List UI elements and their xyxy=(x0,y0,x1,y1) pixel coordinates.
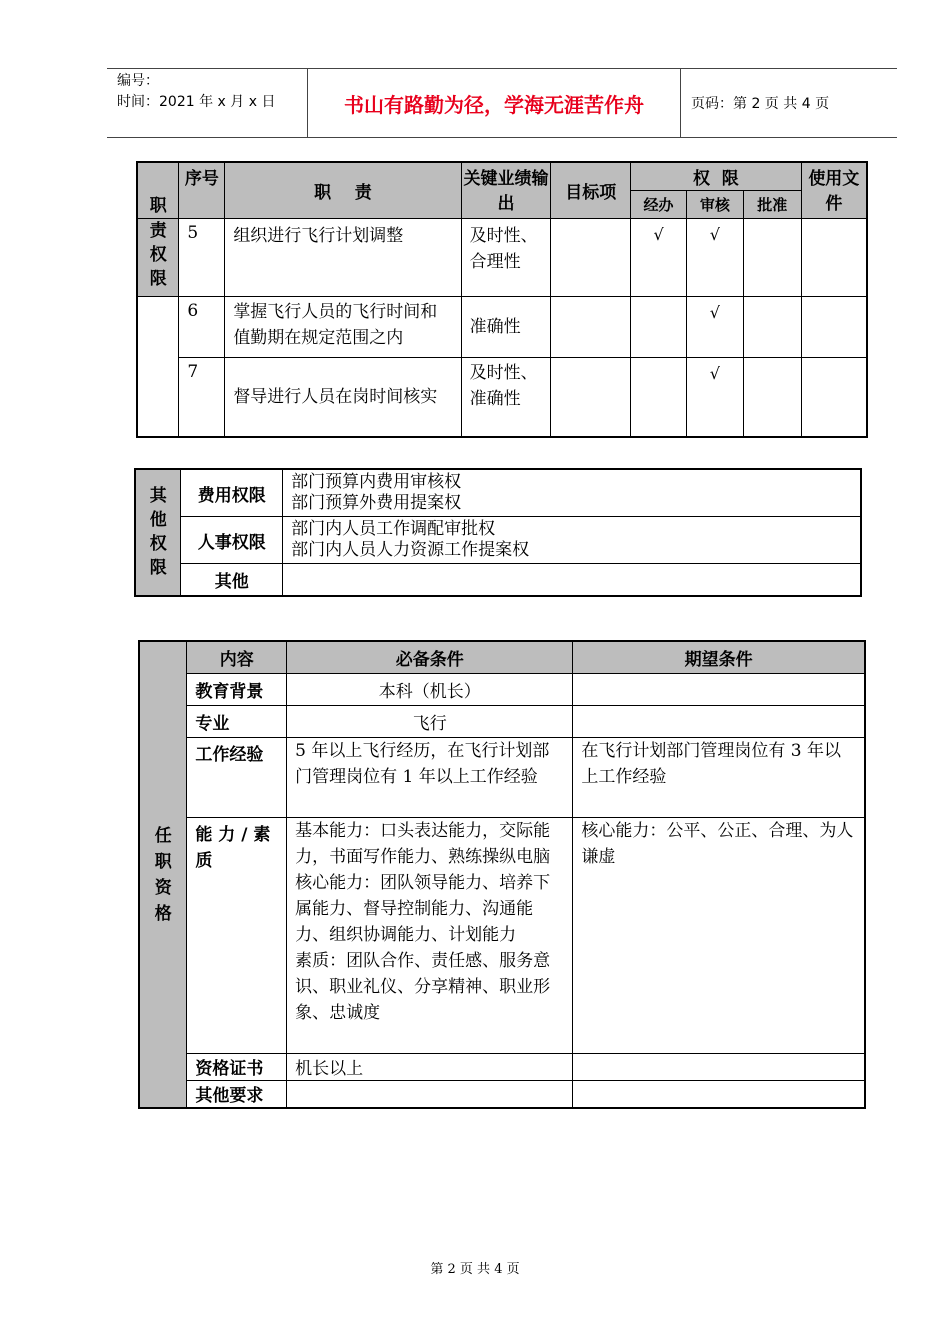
row-docs xyxy=(801,218,867,296)
qual-row-required: 基本能力：口头表达能力，交际能力，书面写作能力、熟练操纵电脑 核心能力：团队领导能力、培养下属能力、督导控制能力、沟通能力、组织协调能力、计划能力 素质：团队合作、责任感、服务意识、职业礼仪、分享精神、职业形象、忠诚度 xyxy=(287,817,573,1053)
duties-side-label-rest: 责 权 限 xyxy=(137,218,179,296)
content-header: 内容 xyxy=(187,641,287,673)
review-header: 审核 xyxy=(686,190,743,218)
row-seq: 6 xyxy=(179,296,225,357)
qual-row-label: 工作经验 xyxy=(187,737,287,817)
row-docs xyxy=(801,296,867,357)
expected-header: 期望条件 xyxy=(573,641,865,673)
row-handle: √ xyxy=(631,218,687,296)
row-target xyxy=(551,357,631,437)
qual-row-label: 其他要求 xyxy=(187,1080,287,1108)
row-review: √ xyxy=(686,296,743,357)
other-row-content: 部门内人员工作调配审批权 部门内人员人力资源工作提案权 xyxy=(283,517,861,564)
row-target xyxy=(551,218,631,296)
row-seq: 7 xyxy=(179,357,225,437)
qual-row-required: 飞行 xyxy=(287,705,573,737)
row-approve xyxy=(743,218,801,296)
qual-row-label: 教育背景 xyxy=(187,673,287,705)
header-meta xyxy=(107,69,307,137)
row-docs xyxy=(801,357,867,437)
other-row-label: 费用权限 xyxy=(181,469,283,517)
required-header: 必备条件 xyxy=(287,641,573,673)
row-approve xyxy=(743,357,801,437)
qual-row-required: 机长以上 xyxy=(287,1053,573,1080)
row-duty: 组织进行飞行计划调整 xyxy=(225,218,461,296)
qual-row-label: 资格证书 xyxy=(187,1053,287,1080)
duties-side-blank xyxy=(137,296,179,437)
duties-side-label-top: 职 xyxy=(137,162,179,218)
row-target xyxy=(551,296,631,357)
qual-row-expected xyxy=(573,673,865,705)
row-duty: 督导进行人员在岗时间核实 xyxy=(225,357,461,437)
key-output-header: 关键业绩输出 xyxy=(461,162,551,218)
document-header xyxy=(107,68,897,138)
qual-row-expected xyxy=(573,1053,865,1080)
row-approve xyxy=(743,296,801,357)
docs-header: 使用文件 xyxy=(801,162,867,218)
qual-row-expected xyxy=(573,1080,865,1108)
qual-row-expected: 核心能力：公平、公正、合理、为人谦虚 xyxy=(573,817,865,1053)
authority-header: 权 限 xyxy=(631,162,801,190)
handle-header: 经办 xyxy=(631,190,687,218)
seq-header: 序号 xyxy=(179,162,225,218)
other-row-label: 其他 xyxy=(181,564,283,596)
row-handle xyxy=(631,296,687,357)
duty-header: 职 责 xyxy=(225,162,461,218)
row-handle xyxy=(631,357,687,437)
qualifications-side-label: 任 职 资 格 xyxy=(139,641,187,1108)
row-review: √ xyxy=(686,357,743,437)
other-authority-side-label: 其 他 权 限 xyxy=(135,469,181,596)
motto: 书山有路勤为径，学海无涯苦作舟 xyxy=(307,69,681,137)
row-duty: 掌握飞行人员的飞行时间和值勤期在规定范围之内 xyxy=(225,296,461,357)
time-label: 时间：2021 年 x 月 x 日 xyxy=(117,94,276,110)
row-output: 准确性 xyxy=(461,296,551,357)
qual-row-required: 5 年以上飞行经历，在飞行计划部门管理岗位有 1 年以上工作经验 xyxy=(287,737,573,817)
row-seq: 5 xyxy=(179,218,225,296)
qual-row-label: 能 力 / 素质 xyxy=(187,817,287,1053)
row-review: √ xyxy=(686,218,743,296)
approve-header: 批准 xyxy=(743,190,801,218)
target-header: 目标项 xyxy=(551,162,631,218)
qual-row-expected xyxy=(573,705,865,737)
qual-row-label: 专业 xyxy=(187,705,287,737)
qual-row-required: 本科（机长） xyxy=(287,673,573,705)
qual-row-required xyxy=(287,1080,573,1108)
number-label: 编号： xyxy=(117,73,159,89)
other-row-content xyxy=(283,564,861,596)
other-row-content: 部门预算内费用审核权 部门预算外费用提案权 xyxy=(283,469,861,517)
qual-row-expected: 在飞行计划部门管理岗位有 3 年以上工作经验 xyxy=(573,737,865,817)
other-row-label: 人事权限 xyxy=(181,517,283,564)
qualifications-table xyxy=(138,640,866,1109)
row-output: 及时性、准确性 xyxy=(461,357,551,437)
page-info: 页码：第 2 页 共 4 页 xyxy=(691,96,830,112)
other-authority-table xyxy=(134,468,862,597)
duties-table xyxy=(136,161,868,438)
page-footer: 第 2 页 共 4 页 xyxy=(430,1262,520,1277)
row-output: 及时性、合理性 xyxy=(461,218,551,296)
